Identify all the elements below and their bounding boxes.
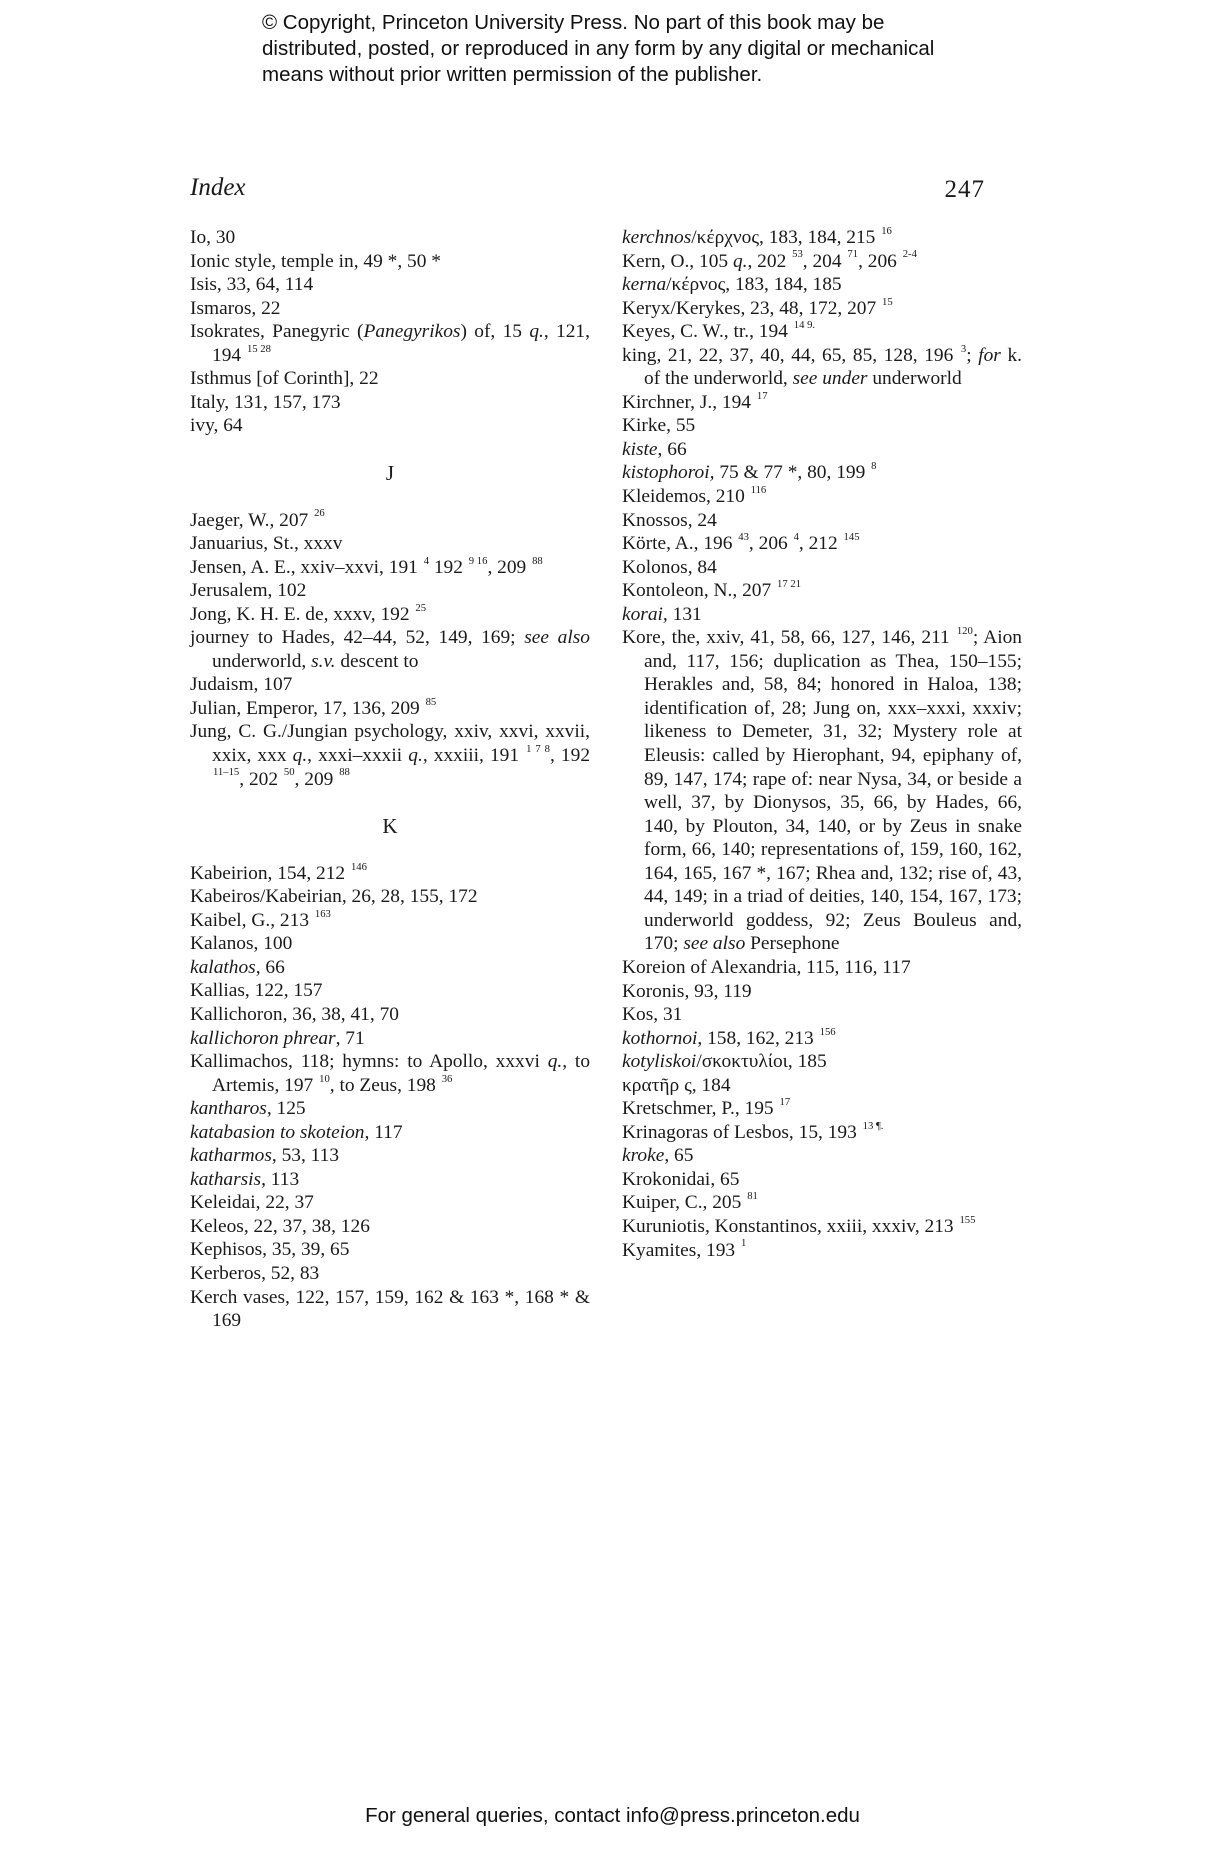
entry-kuiper: Kuiper, C., 205 $^{81}$	[622, 1190, 758, 1214]
entry-katharmos: katharmos, 53, 113	[190, 1145, 340, 1167]
entry-katabasion: katabasion to skoteion, 117	[190, 1121, 403, 1143]
entry-kaibel: Kaibel, G., 213 $^{163}$	[190, 907, 331, 931]
entry-kern: Kern, O., 105 q., 202 $^{53}$, 204 $^{71}$, 206 $^{2-4}$	[622, 248, 917, 272]
entry-keyes: Keyes, C. W., tr., 194 $^{14 9.}$	[622, 319, 816, 343]
entry-kore: Kore, the, xxiv, 41, 58, 66, 127, 146, 211 $^{120}$; Aion and, 117, 156; duplication as Thea, 150–155; Herakles and, 58, 84; honored in Haloa, 138; identification of, 28; Jung on, xxx–xxxi, xxxiv; likeness to Demeter, 31, 32; Mystery role at Eleusis: called by Hierophant, 94, epiphany of, 89, 147, 174; rape of: near Nysa, 34, or beside a well, 37, by Dionysos, 35, 66, by Hades, 66, 140, by Plouton, 34, 140, or by Zeus in snake form, 66, 140; representations of, 159, 160, 162, 164, 165, 167 *, 167; Rhea and, 132; rise of, 43, 44, 149; in a triad of deities, 140, 154, 167, 173; underworld goddess, 92; Zeus Bouleus and, 170; see also Persephone	[622, 625, 1022, 955]
entry-ivy: ivy, 64	[190, 415, 243, 437]
entry-keryx: Keryx/Kerykes, 23, 48, 172, 207 $^{15}$	[622, 295, 893, 319]
entry-kuruniotis: Kuruniotis, Konstantinos, xxiii, xxxiv, 213 $^{155}$	[622, 1213, 976, 1237]
entry-kleidemos: Kleidemos, 210 $^{116}$	[622, 483, 767, 508]
entry-kerna: kerna/κέρνος, 183, 184, 185	[622, 274, 842, 296]
page-number: 247	[944, 176, 985, 203]
entry-kirke: Kirke, 55	[622, 415, 696, 437]
entry-kantharos: kantharos, 125	[190, 1098, 306, 1120]
entry-ionic-style: Ionic style, temple in, 49 *, 50 *	[190, 250, 441, 272]
entry-kallias: Kallias, 122, 157	[190, 980, 323, 1002]
entry-korai: korai, 131	[622, 603, 702, 625]
entry-kerch-vases: Kerch vases, 122, 157, 159, 162 & 163 *, 168 * & 169	[190, 1286, 590, 1332]
entry-keleos: Keleos, 22, 37, 38, 126	[190, 1215, 370, 1237]
running-head	[190, 174, 985, 208]
entry-korte: Körte, A., 196 $^{43}$, 206 $^4$, 212 $^{145}$	[622, 531, 860, 555]
entry-katharsis: katharsis, 113	[190, 1168, 300, 1190]
index-column-left	[190, 226, 590, 1333]
entry-kothornoi: kothornoi, 158, 162, 213 $^{156}$	[622, 1025, 836, 1049]
entry-judaism: Judaism, 107	[190, 674, 293, 696]
entry-kalathos: kalathos, 66	[190, 956, 285, 978]
entry-italy: Italy, 131, 157, 173	[190, 391, 341, 413]
entry-kabeiros: Kabeiros/Kabeirian, 26, 28, 155, 172	[190, 886, 478, 908]
entry-kolonos: Kolonos, 84	[622, 556, 717, 578]
entry-kerberos: Kerberos, 52, 83	[190, 1262, 320, 1284]
section-letter-k: K	[382, 814, 398, 839]
entry-keleidai: Keleidai, 22, 37	[190, 1192, 314, 1214]
entry-jerusalem: Jerusalem, 102	[190, 580, 307, 602]
entry-kabeirion: Kabeirion, 154, 212 $^{146}$	[190, 860, 367, 884]
index-column-right	[622, 226, 1022, 1262]
footer-contact: For general queries, contact info@press.princeton.edu	[365, 1804, 860, 1827]
running-head-title: Index	[190, 174, 246, 201]
entry-kalanos: Kalanos, 100	[190, 933, 293, 955]
entry-koronis: Koronis, 93, 119	[622, 980, 752, 1002]
section-letter-j: J	[385, 460, 395, 485]
entry-jensen: Jensen, A. E., xxiv–xxvi, 191 $^4$ 192 $^{9 16}$, 209 $^{88}$	[190, 554, 543, 578]
entry-isis: Isis, 33, 64, 114	[190, 274, 314, 296]
entry-kotyliskoi: kotyliskoi/σκοκτυλίοι, 185	[622, 1051, 827, 1073]
entry-kistophoroi: kistophoroi, 75 & 77 *, 80, 199 $^8$	[622, 460, 877, 484]
entry-krokonidai: Krokonidai, 65	[622, 1168, 740, 1190]
entry-kontoleon: Kontoleon, N., 207 $^{17 21}$	[622, 578, 802, 602]
entry-ismaros: Ismaros, 22	[190, 297, 281, 319]
entry-isthmus: Isthmus [of Corinth], 22	[190, 368, 379, 390]
entry-koreion: Koreion of Alexandria, 115, 116, 117	[622, 956, 911, 978]
entry-kallichoron-phrear: kallichoron phrear, 71	[190, 1027, 365, 1049]
entry-januarius: Januarius, St., xxxv	[190, 533, 343, 555]
entry-io: Io, 30	[190, 227, 236, 248]
entry-krater: κρατῆρ ς, 184	[622, 1074, 731, 1096]
entry-kirchner: Kirchner, J., 194 $^{17}$	[622, 389, 768, 413]
entry-jung: Jung, C. G./Jungian psychology, xxiv, xxvi, xxvii, xxix, xxx q., xxxi–xxxii q., xxxiii, 191 $^{1 7 8}$, 192 $^{11-15}$, 202 $^{50}$, 209 $^{88}$	[190, 721, 591, 790]
entry-jong: Jong, K. H. E. de, xxxv, 192 $^{25}$	[190, 601, 427, 625]
entry-julian: Julian, Emperor, 17, 136, 209 $^{85}$	[190, 695, 437, 719]
entry-kroke: kroke, 65	[622, 1145, 694, 1167]
entry-kretschmer: Kretschmer, P., 195 $^{17}$	[622, 1096, 791, 1120]
entry-kerchnos: kerchnos/κέρχνος, 183, 184, 215 $^{16}$	[622, 224, 892, 248]
entry-kallichoron: Kallichoron, 36, 38, 41, 70	[190, 1003, 399, 1025]
entry-kallimachos: Kallimachos, 118; hymns: to Apollo, xxxvi q., to Artemis, 197 $^{10}$, to Zeus, 198 $^{36}$	[190, 1051, 591, 1096]
entry-jaeger: Jaeger, W., 207 $^{26}$	[190, 507, 325, 531]
copyright-notice: © Copyright, Princeton University Press. No part of this book may be distributed, posted, or reproduced in any form by any digital or mechanical means without prior written permission of the publisher.	[262, 11, 935, 86]
entry-knossos: Knossos, 24	[622, 509, 717, 531]
entry-king: king, 21, 22, 37, 40, 44, 65, 85, 128, 196 $^3$; for k. of the underworld, see under underworld	[622, 342, 1022, 390]
entry-kyamites: Kyamites, 193 $^1$	[622, 1237, 747, 1261]
entry-isokrates: Isokrates, Panegyric (Panegyrikos) of, 15 q., 121, 194 $^{15 28}$	[190, 321, 590, 366]
entry-kos: Kos, 31	[622, 1004, 683, 1026]
entry-journey-to-hades: journey to Hades, 42–44, 52, 149, 169; see also underworld, s.v. descent to	[190, 627, 590, 672]
entry-kiste: kiste, 66	[622, 438, 687, 460]
entry-krinagoras: Krinagoras of Lesbos, 15, 193 $^{13 \P.}$	[622, 1119, 884, 1143]
entry-kephisos: Kephisos, 35, 39, 65	[190, 1239, 350, 1261]
